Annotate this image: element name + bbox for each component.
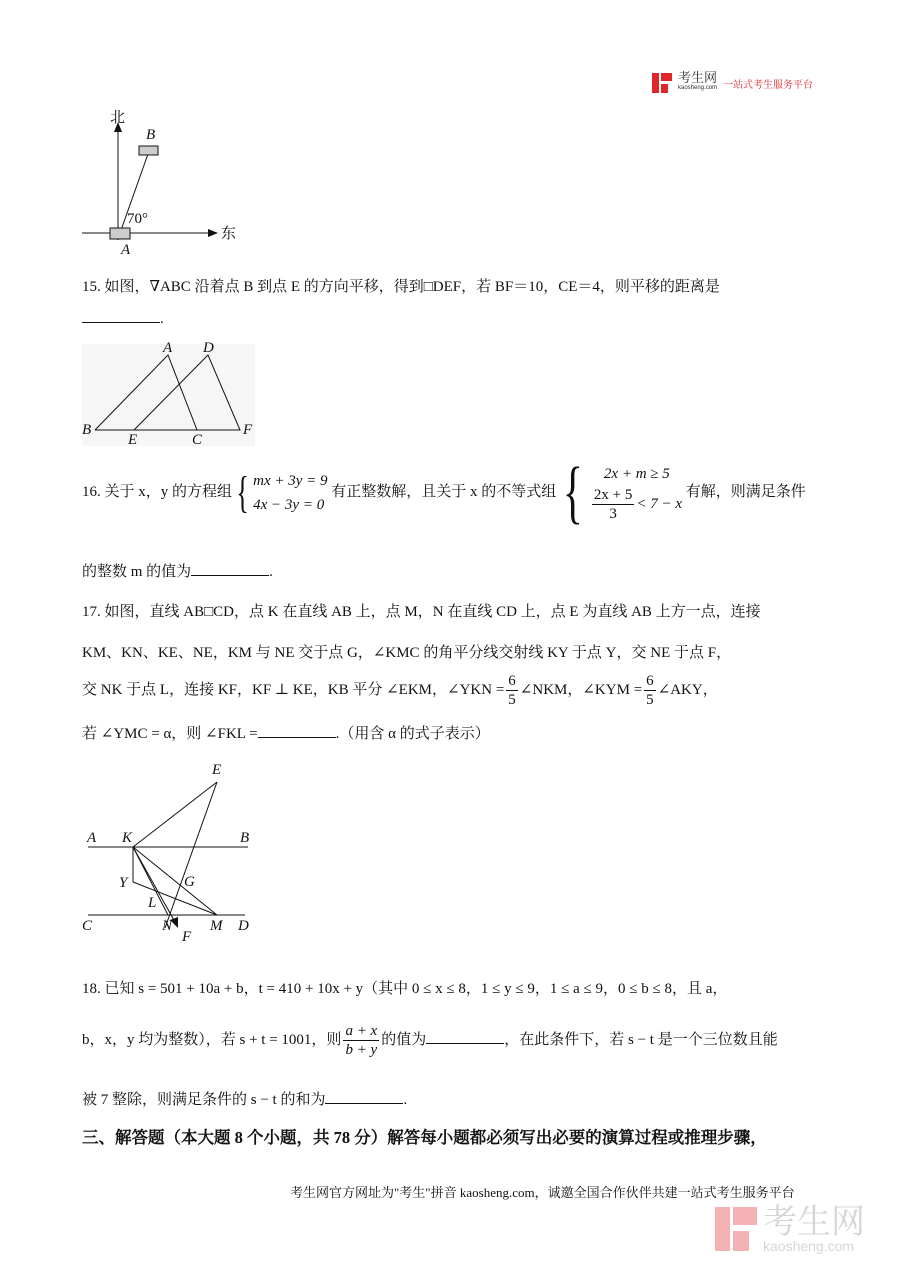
label-b: B — [240, 830, 250, 846]
label-f: F — [243, 422, 253, 438]
q18-l2c: ，在此条件下，若 s − t 是一个三位数且能 — [504, 1031, 778, 1048]
frac-den: 5 — [508, 692, 516, 708]
logo-text: 考生网 — [678, 70, 718, 85]
label-b: B — [82, 422, 92, 438]
q17-l3c: ∠AKY， — [657, 681, 718, 698]
label-m: M — [210, 918, 223, 934]
q15-end: . — [160, 311, 164, 327]
label-e: E — [128, 432, 138, 448]
header-logo — [652, 70, 814, 93]
logo-sub: kaosheng.com — [678, 85, 718, 91]
q16-p1: 16. 关于 x，y 的方程组 — [82, 483, 233, 500]
label-y: Y — [119, 875, 128, 891]
label-d: D — [238, 918, 249, 934]
point-b-label: B — [146, 127, 156, 143]
question-16: 16. 关于 x，y 的方程组{ mx + 3y = 9 4x − 3y = 0 有正整数解，且关于 x 的不等式组{ 2x + m ≥ 5 $\frac{2x + 5}{3}$ < 7 − x 有解，则满足条件 — [82, 453, 806, 531]
q16-end: . — [269, 564, 273, 580]
eq1: mx + 3y = 9 — [253, 472, 328, 489]
label-g: G — [184, 874, 195, 890]
q18-line2 — [82, 1022, 778, 1059]
label-e: E — [212, 762, 222, 778]
ineq2-rhs: < 7 − x — [636, 495, 683, 512]
label-a: A — [87, 830, 97, 846]
label-n: N — [162, 918, 173, 934]
ineq2-den: 3 — [609, 506, 617, 522]
ineq1: 2x + m ≥ 5 — [603, 466, 670, 482]
frac-den: 5 — [646, 692, 654, 708]
frac-num: 6 — [508, 673, 516, 689]
frac-num: a + x — [345, 1023, 378, 1039]
watermark-text: 考生网 — [763, 1203, 865, 1241]
east-label: 东 — [221, 226, 237, 242]
frac-num: 6 — [646, 673, 654, 689]
label-c: C — [82, 918, 93, 934]
q17-l4b: .（用含 α 的式子表示） — [335, 726, 490, 742]
answer-blank[interactable] — [325, 1089, 403, 1104]
q17-line2: KM、KN、KE、NE，KM 与 NE 交于点 G，∠KMC 的角平分线交射线 KY 于点 Y，交 NE 于点 F， — [82, 645, 732, 661]
label-a: A — [163, 340, 173, 356]
section-heading: 三、解答题（本大题 8 个小题，共 78 分）解答每小题都必须写出必要的演算过程或推理步骤， — [82, 1128, 767, 1147]
q18-l2a: b，x，y 均为整数），若 s + t = 1001，则 — [82, 1031, 342, 1048]
watermark — [715, 1205, 865, 1253]
ineq2-num: 2x + 5 — [593, 487, 633, 503]
q17-l3b: ∠NKM，∠KYM = — [519, 681, 643, 698]
q17-l3a: 交 NK 于点 L，连接 KF，KF ⊥ KE，KB 平分 ∠EKM，∠YKN = — [82, 681, 505, 698]
angle-label: 70° — [127, 211, 148, 227]
q16-p3: 有解，则满足条件 — [685, 483, 806, 500]
label-d: D — [203, 340, 214, 356]
answer-blank[interactable] — [426, 1029, 504, 1044]
label-f: F — [182, 929, 192, 945]
geometry-diagram — [0, 0, 270, 950]
label-c: C — [192, 432, 203, 448]
label-k: K — [122, 830, 133, 846]
q16-p4: 的整数 m 的值为 — [82, 564, 192, 580]
slogan: 一站式考生服务平台 — [723, 79, 814, 91]
watermark-logo-icon — [715, 1207, 757, 1251]
q15-text: 15. 如图，∇ABC 沿着点 B 到点 E 的方向平移，得到□DEF，若 BF＝10，CE＝4，则平移的距离是 — [82, 279, 720, 295]
frac-den: b + y — [345, 1042, 378, 1058]
point-a-label: A — [121, 242, 131, 258]
footer-text: 考生网官方网址为"考生"拼音 kaosheng.com，诚邀全国合作伙伴共建一站式考生服务平台 — [290, 1185, 795, 1200]
q18-l2b: 的值为 — [381, 1031, 427, 1048]
q17-line1: 17. 如图，直线 AB□CD，点 K 在直线 AB 上，点 M，N 在直线 CD 上，点 E 为直线 AB 上方一点，连接 — [82, 604, 761, 620]
q16-p2: 有正整数解，且关于 x 的不等式组 — [331, 483, 557, 500]
watermark-sub: kaosheng.com — [763, 1238, 855, 1254]
north-label: 北 — [110, 110, 126, 126]
q18-line1: 18. 已知 s = 501 + 10a + b，t = 410 + 10x + y（其中 0 ≤ x ≤ 8，1 ≤ y ≤ 9，1 ≤ a ≤ 9，0 ≤ b ≤ 8，且 a， — [82, 981, 728, 997]
kaosheng-logo-icon — [652, 73, 672, 93]
label-l: L — [148, 895, 157, 911]
q17-l4a: 若 ∠YMC = α，则 ∠FKL = — [82, 726, 258, 742]
eq2: 4x − 3y = 0 — [253, 496, 325, 513]
q18-l3a: 被 7 整除，则满足条件的 s − t 的和为 — [82, 1092, 326, 1108]
q18-line3 — [82, 1088, 407, 1109]
q18-end: . — [403, 1092, 408, 1108]
